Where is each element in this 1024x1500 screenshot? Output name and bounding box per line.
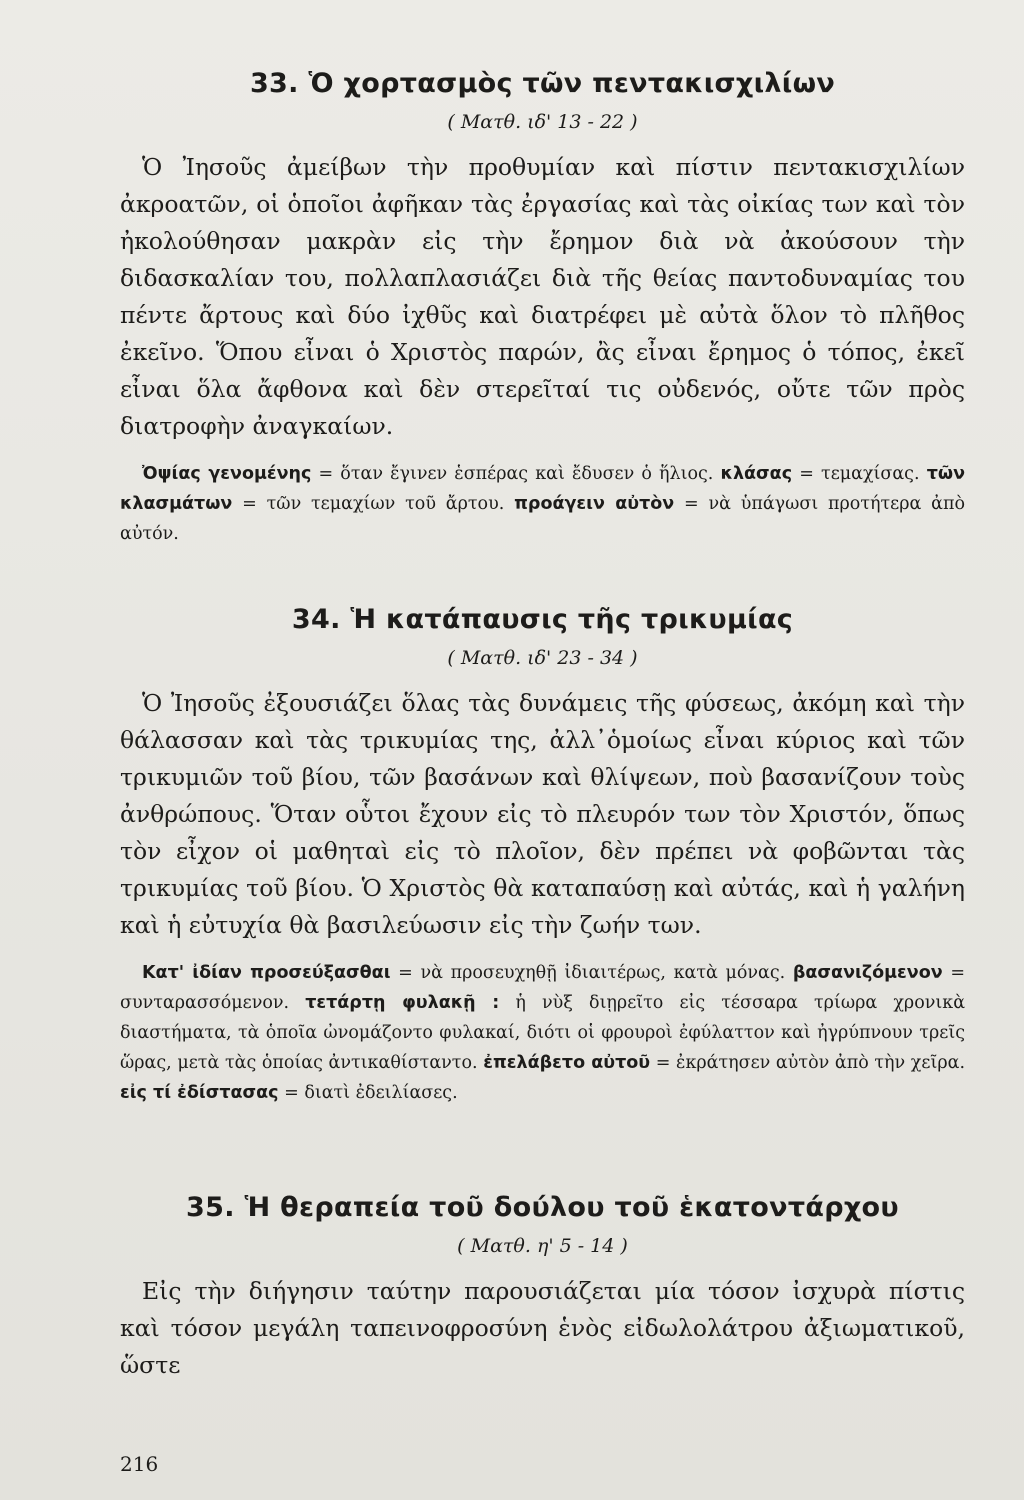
section-body: Ὁ Ἰησοῦς ἀμείβων τὴν προθυμίαν καὶ πίστιν πεντακισχιλίων ἀκροατῶν, οἱ ὁποῖοι ἀφῆκαν τὰς ἐργασίας καὶ τὰς οἰκίας των καὶ τὸν ἠκολούθησαν μακρὰν εἰς τὴν ἔρημον διὰ νὰ ἀκούσουν τὴν διδασκαλίαν του, πολλαπλασιάζει διὰ τῆς θείας παντοδυναμίας του πέντε ἄρτους καὶ δύο ἰχθῦς καὶ διατρέφει μὲ αὐτὰ ὅλον τὸ πλῆθος ἐκεῖνο. Ὅπου εἶναι ὁ Χριστὸς παρών, ἂς εἶναι ἔρημος ὁ τόπος, ἐκεῖ εἶναι ὅλα ἄφθονα καὶ δὲν στερεῖταί τις οὐδενός, οὔτε τῶν πρὸς διατροφὴν ἀναγκαίων. xyxy=(120,153,965,440)
glossary-term: κλάσας xyxy=(720,464,793,484)
glossary-term: τῶν κλασμάτων xyxy=(120,464,965,514)
glossary-definition: = διατὶ ἐδειλίασες. xyxy=(278,1083,458,1103)
section-title: 35. Ἡ θεραπεία τοῦ δούλου τοῦ ἑκατοντάρχου xyxy=(186,1192,899,1223)
section-35 xyxy=(120,1192,965,1384)
glossary-term: εἰς τί ἐδίστασας xyxy=(120,1083,279,1103)
page-number: 216 xyxy=(120,1452,159,1476)
glossary-term: προάγειν αὐτὸν xyxy=(514,494,675,514)
glossary-definition: ἡ νὺξ διῃρεῖτο εἰς τέσσαρα τρίωρα χρονικὰ διαστήματα, τὰ ὁποῖα ὠνομάζοντο φυλακαί, διότι οἱ φρουροὶ ἐφύλαττον καὶ ἠγρύπνουν τρεῖς ὥρας, μετὰ τὰς ὁποίας ἀντικαθίσταντο. xyxy=(120,993,966,1073)
scripture-reference: ( Ματθ. ιδ' 13 - 22 ) xyxy=(447,111,638,133)
glossary-definition: = συνταρασσόμενον. xyxy=(120,963,965,1013)
glossary-definition: = νὰ προσευχηθῇ ἰδιαιτέρως, κατὰ μόνας. xyxy=(390,963,793,983)
glossary-term: βασανιζόμενον xyxy=(792,963,943,983)
glossary-term: Ὀψίας γενομένης xyxy=(142,464,312,484)
glossary-term: Κατ' ἰδίαν προσεύξασθαι xyxy=(142,963,391,983)
section-body: Εἰς τὴν διήγησιν ταύτην παρουσιάζεται μία τόσον ἰσχυρὰ πίστις καὶ τόσον μεγάλη ταπεινοφροσύνη ἑνὸς εἰδωλολάτρου ἀξιωματικοῦ, ὥστε xyxy=(120,1277,965,1379)
section-34 xyxy=(120,604,965,1108)
scripture-reference: ( Ματθ. η' 5 - 14 ) xyxy=(457,1235,628,1257)
glossary-definition: = ἐκράτησεν αὐτὸν ἀπὸ τὴν χεῖρα. xyxy=(650,1053,966,1073)
section-title: 33. Ὁ χορτασμὸς τῶν πεντακισχιλίων xyxy=(249,68,836,99)
glossary-notes xyxy=(120,459,965,549)
glossary-definition: = τεμαχίσας. xyxy=(792,464,927,484)
glossary-definition: = νὰ ὑπάγωσι προτήτερα ἀπὸ αὐτόν. xyxy=(120,494,965,544)
glossary-definition: = τῶν τεμαχίων τοῦ ἄρτου. xyxy=(232,494,515,514)
scripture-reference: ( Ματθ. ιδ' 23 - 34 ) xyxy=(447,647,638,669)
section-body: Ὁ Ἰησοῦς ἐξουσιάζει ὅλας τὰς δυνάμεις τῆς φύσεως, ἀκόμη καὶ τὴν θάλασσαν καὶ τὰς τρικυμίας της, ἀλλ᾿ὁμοίως εἶναι κύριος καὶ τῶν τρικυμιῶν τοῦ βίου, τῶν βασάνων καὶ θλίψεων, ποὺ βασανίζουν τοὺς ἀνθρώπους. Ὅταν οὗτοι ἔχουν εἰς τὸ πλευρόν των τὸν Χριστόν, ὅπως τὸν εἶχον οἱ μαθηταὶ εἰς τὸ πλοῖον, δὲν πρέπει νὰ φοβῶνται τὰς τρικυμίας τοῦ βίου. Ὁ Χριστὸς θὰ καταπαύσῃ καὶ αὐτάς, καὶ ἡ γαλήνη καὶ ἡ εὐτυχία θὰ βασιλεύωσιν εἰς τὴν ζωήν των. xyxy=(120,689,965,939)
glossary-notes xyxy=(120,958,965,1108)
section-title: 34. Ἡ κατάπαυσις τῆς τρικυμίας xyxy=(291,604,794,635)
glossary-definition: = ὅταν ἔγινεν ἑσπέρας καὶ ἔδυσεν ὁ ἥλιος. xyxy=(311,464,721,484)
glossary-term: ἐπελάβετο αὐτοῦ xyxy=(483,1053,651,1073)
section-33 xyxy=(120,68,965,549)
glossary-term: τετάρτῃ φυλακῇ : xyxy=(305,993,500,1013)
